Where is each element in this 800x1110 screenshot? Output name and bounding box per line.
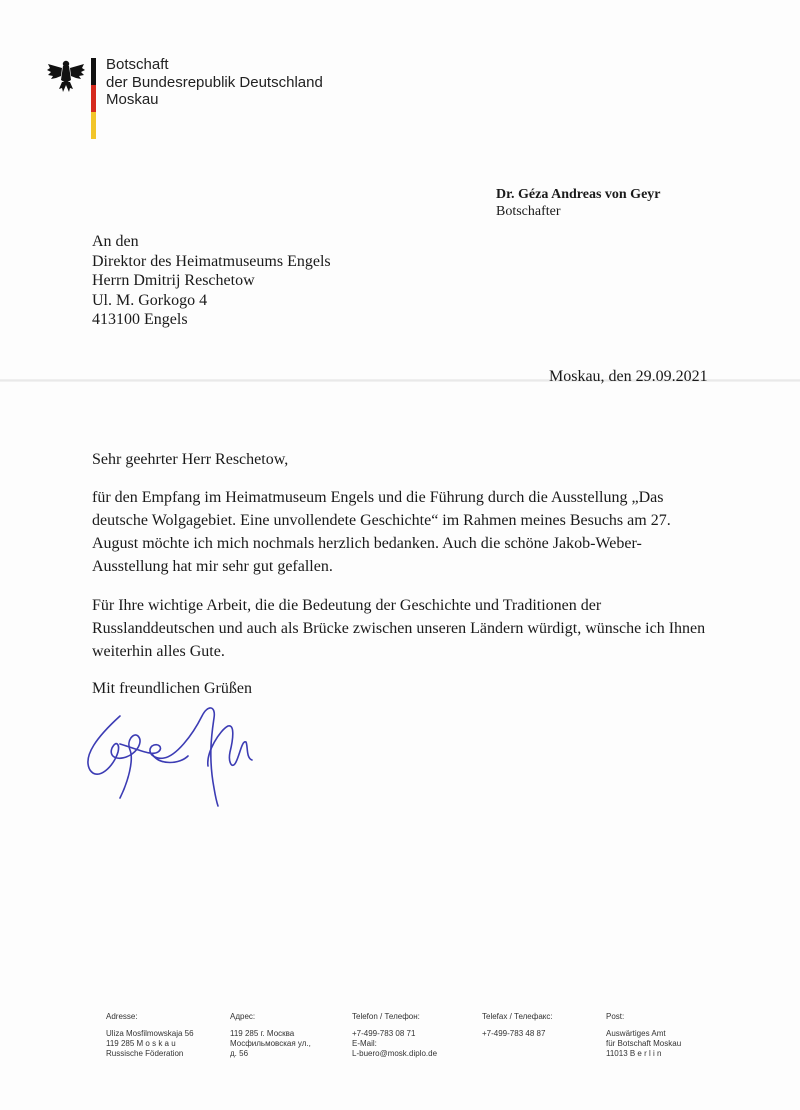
footer-line: 119 285 г. Москва (230, 1029, 295, 1038)
handwritten-signature (80, 696, 280, 816)
flag-stripe-gold (91, 112, 96, 139)
footer-fax (482, 1012, 553, 1039)
footer-line: Russische Föderation (106, 1049, 184, 1058)
footer-line: E-Mail: (352, 1039, 377, 1048)
address-line: Herrn Dmitrij Reschetow (92, 272, 255, 289)
footer-line: 11013 B e r l i n (606, 1049, 662, 1058)
footer-address-ru (230, 1012, 311, 1059)
federal-eagle-icon (46, 56, 86, 96)
address-line: An den (92, 233, 139, 250)
sender-line: Botschaft (106, 56, 169, 73)
sender-block (106, 56, 323, 109)
footer-line: +7-499-783 08 71 (352, 1029, 416, 1038)
footer-heading: Адрес: (230, 1012, 256, 1021)
body-paragraph-2: Für Ihre wichtige Arbeit, die die Bedeutung der Geschichte und Traditionen der Russlanddeutschen und auch als Brücke zwischen unseren Ländern würdigt, wünsche ich Ihnen weiterhin alles Gute. (92, 597, 706, 660)
sender-line: Moskau (106, 91, 159, 108)
footer-email: L-buero@mosk.diplo.de (352, 1049, 438, 1058)
recipient-address (92, 232, 331, 330)
footer-line: für Botschaft Moskau (606, 1039, 682, 1048)
sender-line: der Bundesrepublik Deutschland (106, 73, 323, 91)
flag-stripe-black (91, 58, 96, 85)
footer-heading: Telefon / Телефон: (352, 1012, 420, 1021)
salutation: Sehr geehrter Herr Reschetow, (92, 451, 289, 468)
letter-date: Moskau, den 29.09.2021 (549, 368, 708, 385)
footer-line: +7-499-783 48 87 (482, 1029, 546, 1038)
footer-line: д. 56 (230, 1049, 249, 1058)
address-line: Ul. M. Gorkogo 4 (92, 291, 208, 309)
closing-phrase: Mit freundlichen Grüßen (92, 680, 252, 697)
footer-post (606, 1012, 681, 1059)
footer-heading: Adresse: (106, 1012, 138, 1021)
flag-stripe-red (91, 85, 96, 112)
ambassador-block (496, 186, 661, 220)
footer-address-de (106, 1012, 194, 1059)
ambassador-name: Dr. Géza Andreas von Geyr (496, 187, 661, 202)
footer-line: Auswärtiges Amt (606, 1029, 666, 1038)
ambassador-title: Botschafter (496, 204, 561, 219)
footer-phone-email (352, 1012, 437, 1059)
body-paragraph-1: für den Empfang im Heimatmuseum Engels und die Führung durch die Ausstellung „Das deutsche Wolgagebiet. Eine unvollendete Geschichte“ im Rahmen meines Besuchs am 27. August möchte ich mich nochmals herzlich bedanken. Auch die schöne Jakob-Weber-Ausstellung hat mir sehr gut gefallen. (92, 489, 671, 575)
footer-heading: Post: (606, 1012, 625, 1021)
footer-line: 119 285 M o s k a u (106, 1039, 176, 1048)
german-flag-bar (91, 58, 96, 139)
footer-heading: Telefax / Телефакс: (482, 1012, 553, 1021)
footer-line: Мосфильмовская ул., (230, 1039, 311, 1048)
address-line: Direktor des Heimatmuseums Engels (92, 252, 331, 270)
address-line: 413100 Engels (92, 311, 188, 328)
footer-line: Uliza Mosfilmowskaja 56 (106, 1029, 194, 1038)
